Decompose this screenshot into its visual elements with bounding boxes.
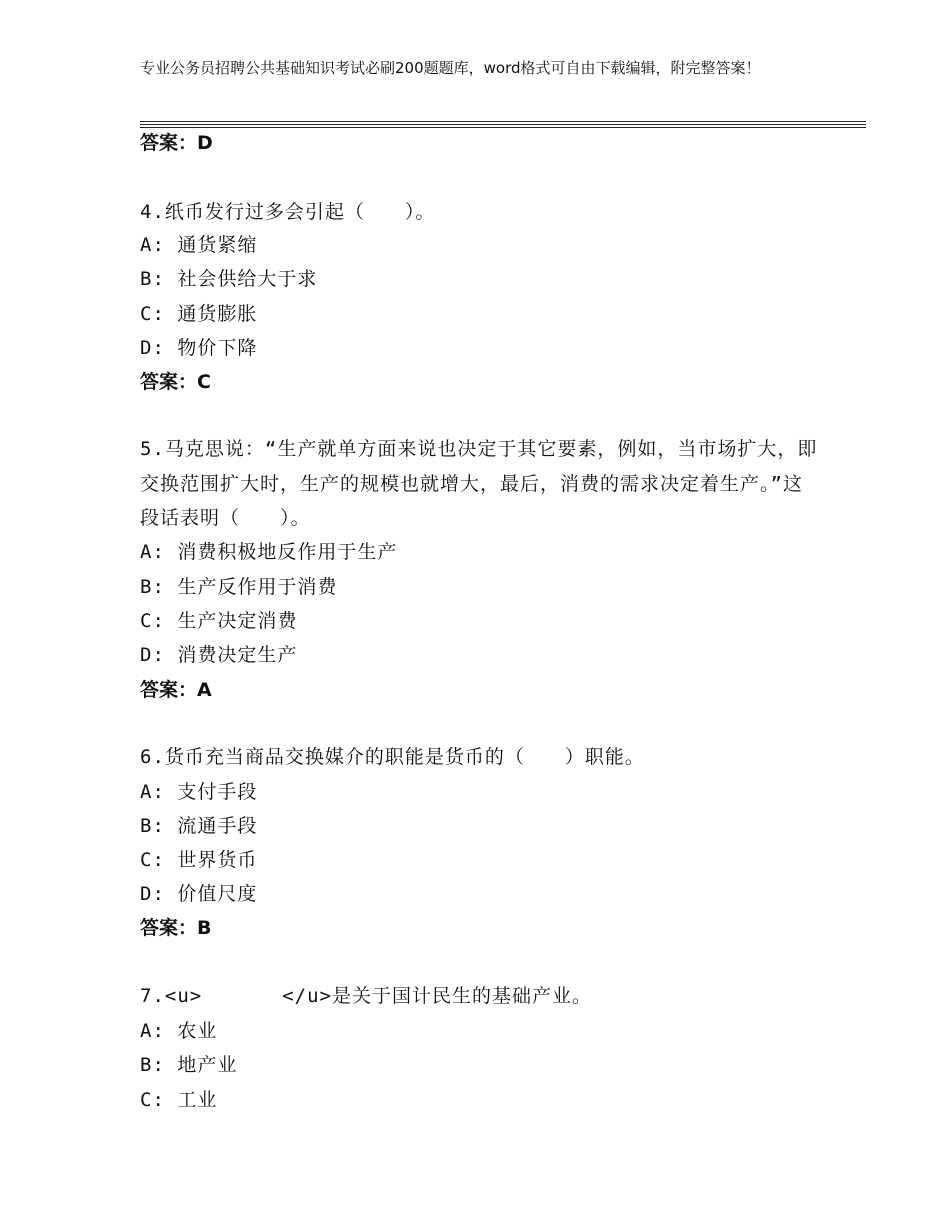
answer-line xyxy=(140,916,212,940)
answer-value: A xyxy=(197,679,212,701)
option: D: 价值尺度 xyxy=(140,883,258,905)
document-header: 专业公务员招聘公共基础知识考试必刷200题题库，word格式可自由下载编辑，附完整答案！ xyxy=(140,59,761,77)
question-stem: 4.纸币发行过多会引起（ ）。 xyxy=(140,201,436,223)
option: A: 支付手段 xyxy=(140,781,258,803)
option: A: 农业 xyxy=(140,1020,218,1042)
answer-line xyxy=(140,678,212,702)
option: B: 流通手段 xyxy=(140,815,258,837)
answer-label: 答案： xyxy=(140,679,198,701)
header-rule xyxy=(140,127,866,128)
option: D: 物价下降 xyxy=(140,337,258,359)
answer-value: C xyxy=(197,371,211,393)
answer-label: 答案： xyxy=(140,132,198,154)
option: A: 通货紧缩 xyxy=(140,234,258,256)
option: C: 通货膨胀 xyxy=(140,303,258,325)
header-rule xyxy=(140,124,866,125)
option: D: 消费决定生产 xyxy=(140,644,298,666)
option: A: 消费积极地反作用于生产 xyxy=(140,541,398,563)
answer-value: D xyxy=(197,132,213,154)
question-stem: 5.马克思说：“生产就单方面来说也决定于其它要素，例如，当市场扩大，即交换范围扩大时，生产的规模也就增大，最后，消费的需求决定着生产。”这段话表明（ ）。 xyxy=(140,438,818,529)
answer-label: 答案： xyxy=(140,917,198,939)
answer-value: B xyxy=(197,917,212,939)
question-stem: 7.<u> </u>是关于国计民生的基础产业。 xyxy=(140,985,592,1007)
option: C: 生产决定消费 xyxy=(140,610,298,632)
header-rule xyxy=(140,121,866,122)
question-stem: 6.货币充当商品交换媒介的职能是货币的（ ）职能。 xyxy=(140,746,645,768)
option: B: 生产反作用于消费 xyxy=(140,576,338,598)
option: C: 工业 xyxy=(140,1089,218,1111)
answer-line xyxy=(140,370,211,394)
answer-label: 答案： xyxy=(140,371,198,393)
option: B: 地产业 xyxy=(140,1054,238,1076)
option: B: 社会供给大于求 xyxy=(140,268,318,290)
answer-line xyxy=(140,131,213,155)
option: C: 世界货币 xyxy=(140,849,258,871)
